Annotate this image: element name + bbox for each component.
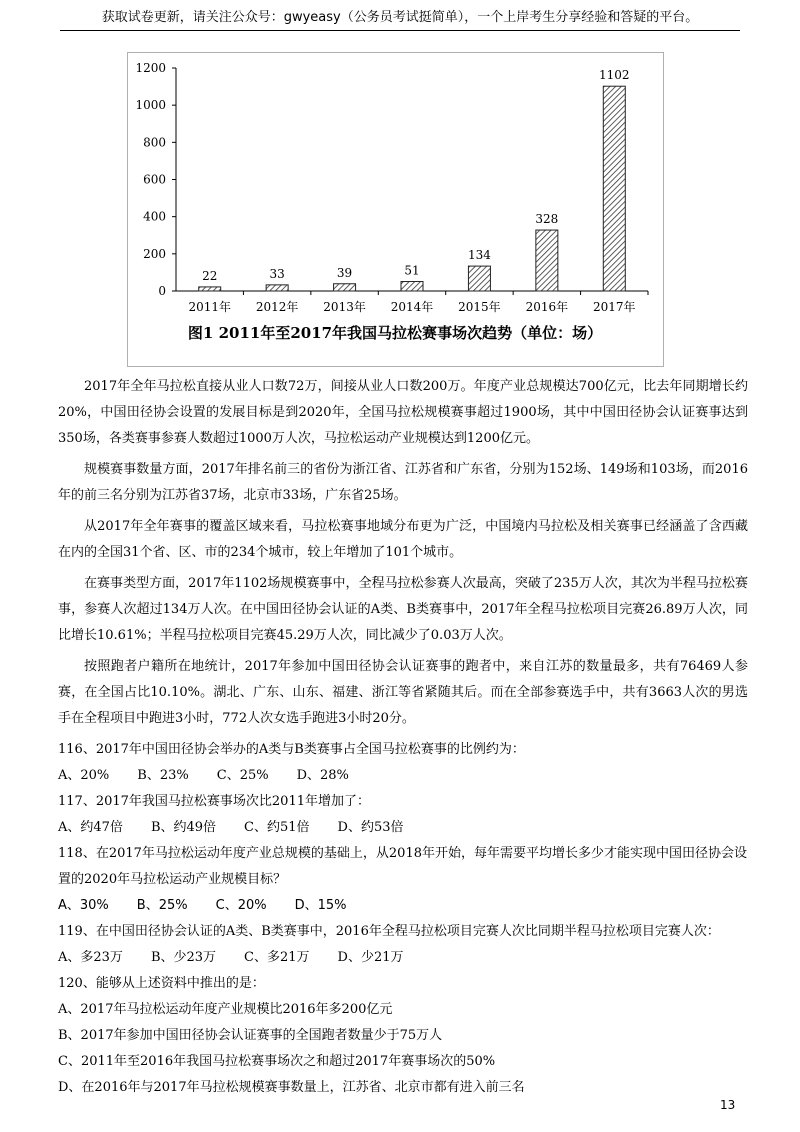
option: C、20% bbox=[215, 898, 267, 913]
bar bbox=[334, 284, 356, 291]
bar-value-label: 328 bbox=[535, 212, 559, 227]
question-stem: 116、2017年中国田径协会举办的A类与B类赛事占全国马拉松赛事的比例约为： bbox=[58, 742, 525, 757]
question-options bbox=[58, 893, 748, 919]
x-tick-label: 2011年 bbox=[188, 300, 231, 314]
option: B、23% bbox=[137, 768, 189, 783]
option: C、多21万 bbox=[244, 950, 310, 965]
option: A、约47倍 bbox=[58, 820, 123, 835]
paragraph: 2017年全年马拉松直接从业人口数72万，间接从业人口数200万。年度产业总规模达700亿元，比去年同期增长约20%，中国田径协会设置的发展目标是到2020年，全国马拉松规模赛事超过1900场，其中中国田径协会认证赛事达到350场，各类赛事参赛人数超过1000万人次，马拉松运动产业规模达到1200亿元。 bbox=[58, 379, 748, 446]
bar-value-label: 39 bbox=[336, 265, 353, 280]
paragraph: 规模赛事数量方面，2017年排名前三的省份为浙江省、江苏省和广东省，分别为152场、149场和103场，而2016年的前三名分别为江苏省37场，北京市33场，广东省25场。 bbox=[58, 462, 748, 503]
body-text bbox=[58, 374, 748, 1101]
question-stem: 117、2017年我国马拉松赛事场次比2011年增加了： bbox=[58, 794, 370, 809]
x-tick-label: 2015年 bbox=[458, 300, 501, 314]
bar-chart bbox=[128, 53, 663, 366]
option: C、约51倍 bbox=[244, 820, 310, 835]
bar bbox=[536, 230, 558, 291]
option: C、25% bbox=[216, 768, 269, 783]
x-tick-label: 2017年 bbox=[593, 300, 636, 314]
bar bbox=[199, 287, 221, 291]
question-options bbox=[58, 815, 748, 841]
question-options bbox=[58, 945, 748, 971]
option: D、28% bbox=[296, 768, 349, 783]
bar-value-label: 33 bbox=[269, 266, 285, 281]
bar bbox=[468, 266, 490, 291]
option: A、多23万 bbox=[58, 950, 123, 965]
y-tick-label: 0 bbox=[158, 284, 166, 298]
question-options bbox=[58, 763, 748, 789]
chart-title: 图1 2011年至2017年我国马拉松赛事场次趋势（单位：场） bbox=[187, 324, 603, 342]
option-line: B、2017年参加中国田径协会认证赛事的全国跑者数量少于75万人 bbox=[58, 1028, 443, 1043]
option: A、30% bbox=[58, 898, 109, 913]
option-line: C、2011年至2016年我国马拉松赛事场次之和超过2017年赛事场次的50% bbox=[58, 1054, 496, 1069]
y-tick-label: 1000 bbox=[135, 98, 166, 113]
bar bbox=[603, 86, 625, 291]
option-line: D、在2016年与2017年马拉松规模赛事数量上，江苏省、北京市都有进入前三名 bbox=[58, 1080, 525, 1095]
y-tick-label: 600 bbox=[143, 172, 166, 187]
option: D、少21万 bbox=[337, 950, 404, 965]
option: B、25% bbox=[136, 898, 188, 913]
paragraph: 在赛事类型方面，2017年1102场规模赛事中，全程马拉松参赛人次最高，突破了235万人次，其次为半程马拉松赛事，参赛人次超过134万人次。在中国田径协会认证的A类、B类赛事中，2017年全程马拉松项目完赛26.89万人次，同比增长10.61%；半程马拉松项目完赛45.29万人次，同比减少了0.03万人次。 bbox=[58, 576, 748, 643]
y-tick-label: 800 bbox=[143, 135, 166, 150]
option: B、少23万 bbox=[150, 950, 217, 965]
x-axis bbox=[176, 291, 648, 314]
option: D、约53倍 bbox=[337, 820, 404, 835]
x-tick-label: 2016年 bbox=[525, 300, 569, 314]
option: A、20% bbox=[58, 768, 110, 783]
y-tick-label: 400 bbox=[143, 209, 166, 224]
x-tick-label: 2013年 bbox=[323, 300, 366, 314]
bar-chart-container bbox=[127, 52, 664, 367]
y-tick-label: 200 bbox=[143, 246, 166, 261]
paragraph: 从2017年全年赛事的覆盖区域来看，马拉松赛事地域分布更为广泛，中国境内马拉松及相关赛事已经涵盖了含西藏在内的全国31个省、区、市的234个城市，较上年增加了101个城市。 bbox=[58, 519, 748, 560]
page-number: 13 bbox=[720, 1098, 736, 1112]
page-header: 获取试卷更新，请关注公众号：gwyeasy（公务员考试挺简单），一个上岸考生分享经验和答疑的平台。 bbox=[101, 10, 699, 25]
option: B、约49倍 bbox=[150, 820, 217, 835]
option: D、15% bbox=[294, 898, 347, 913]
bar-value-label: 51 bbox=[404, 263, 420, 278]
header-divider bbox=[60, 30, 740, 31]
x-tick-label: 2012年 bbox=[255, 300, 299, 314]
y-tick-label: 1200 bbox=[135, 61, 166, 75]
paragraph: 按照跑者户籍所在地统计，2017年参加中国田径协会认证赛事的跑者中，来自江苏的数量最多，共有76469人参赛，在全国占比10.10%。湖北、广东、山东、福建、浙江等省紧随其后。而在全部参赛选手中，共有3663人次的男选手在全程项目中跑进3小时，772人次女选手跑进3小时20分。 bbox=[58, 659, 748, 726]
bar-value-label: 22 bbox=[202, 268, 218, 283]
question-stem: 120、能够从上述资料中推出的是： bbox=[58, 976, 265, 991]
bar bbox=[401, 282, 423, 291]
option-line: A、2017年马拉松运动年度产业规模比2016年多200亿元 bbox=[58, 1002, 393, 1017]
question-stem: 118、在2017年马拉松运动年度产业总规模的基础上，从2018年开始，每年需要平均增长多少才能实现中国田径协会设置的2020年马拉松运动产业规模目标？ bbox=[58, 846, 747, 887]
bar-value-label: 134 bbox=[467, 248, 491, 263]
bar-value-label: 1102 bbox=[599, 68, 630, 83]
x-tick-label: 2014年 bbox=[390, 300, 434, 314]
question-stem: 119、在中国田径协会认证的A类、B类赛事中，2016年全程马拉松项目完赛人次比同期半程马拉松项目完赛人次： bbox=[58, 924, 720, 939]
y-axis bbox=[135, 61, 176, 298]
bars bbox=[199, 68, 630, 291]
bar bbox=[266, 285, 288, 291]
